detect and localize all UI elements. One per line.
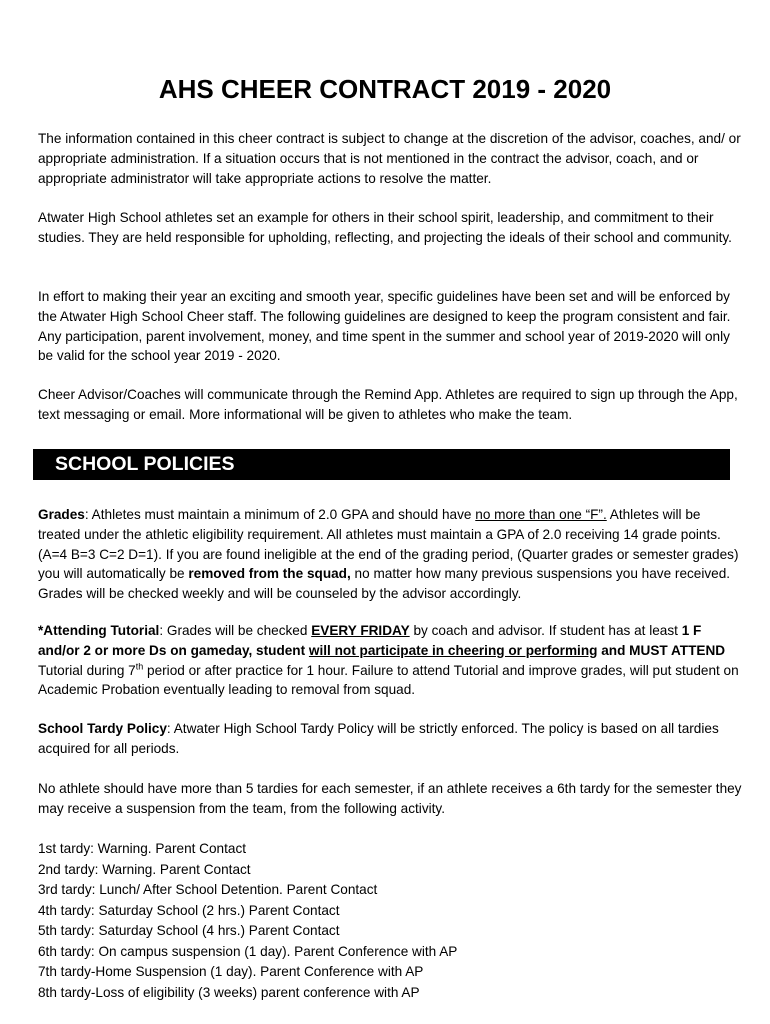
intro-paragraph-2: Atwater High School athletes set an example for others in their school spirit, leadership, and commitment to their studies. They are held responsible for upholding, reflecting, and projecting the ideals of their school and community. [38,210,732,245]
grades-text-3: no matter how many previous suspensions you have received. Grades will be checked weekly and will be counseled by the advisor accordingly. [38,566,731,602]
grades-underline: no more than one “F”. [475,507,607,522]
grades-bold: removed from the squad, [188,566,351,582]
tutorial-superscript: th [135,661,144,672]
intro-paragraph-3: In effort to making their year an exciting and smooth year, specific guidelines have been set and will be enforced by the Atwater High School Cheer staff. The following guidelines are designed to keep the program consistent and fair. Any participation, parent involvement, money, and time spent in the summer and school year of 2019-2020 will only be valid for the school year 2019 - 2020. [38,289,731,364]
grades-label: Grades [38,507,85,522]
list-item: 4th tardy: Saturday School (2 hrs.) Parent Contact [38,902,340,918]
tutorial-text-4: period or after practice for 1 hour. Failure to attend Tutorial and improve grades, will put student on Academic Probation eventually leading to removal from squad. [38,662,739,698]
tutorial-text-2: by coach and advisor. If student has at least [409,623,682,638]
tutorial-policy [38,621,743,700]
grades-policy [38,505,743,604]
tardy-text: : Atwater High School Tardy Policy will be strictly enforced. The policy is based on all tardies acquired for all periods. [38,721,719,756]
grades-text-2: Athletes will be treated under the athletic eligibility requirement. All athletes must maintain a GPA of 2.0 receiving 14 grade points. (A=4 B=3 C=2 D=1). If you are found ineligible at the end of the grading period, (Quarter grades or semester grades) you will automatically be [38,507,739,582]
tutorial-text-1: : Grades will be checked [159,623,312,638]
tutorial-bold-1: 1 F and/or 2 or more Ds on gameday, student [38,623,702,658]
tutorial-label: *Attending Tutorial [38,623,160,638]
tutorial-every-friday: EVERY FRIDAY [311,623,410,638]
list-item: 6th tardy: On campus suspension (1 day). Parent Conference with AP [38,943,458,959]
tutorial-text-3: Tutorial during 7 [38,662,136,678]
list-item: 5th tardy: Saturday School (4 hrs.) Parent Contact [38,923,340,938]
tardy-list [38,839,743,1003]
list-item: 8th tardy-Loss of eligibility (3 weeks) parent conference with AP [38,984,420,1000]
section-heading-school-policies: SCHOOL POLICIES [33,449,730,480]
list-item: 3rd tardy: Lunch/ After School Detention. Parent Contact [38,882,378,897]
tardy-label: School Tardy Policy [38,721,167,736]
list-item: 7th tardy-Home Suspension (1 day). Parent Conference with AP [38,964,424,979]
tardy-policy [38,719,743,759]
grades-text-1: : Athletes must maintain a minimum of 2.0 GPA and should have [84,507,476,522]
list-item: 1st tardy: Warning. Parent Contact [38,841,247,856]
list-item: 2nd tardy: Warning. Parent Contact [38,861,251,877]
tardy-limit-paragraph: No athlete should have more than 5 tardies for each semester, if an athlete receives a 6th tardy for the semester they may receive a suspension from the team, from the following activity. [38,781,742,816]
tutorial-bold-underline: will not participate in cheering or performing [308,642,598,658]
intro-paragraph-4: Cheer Advisor/Coaches will communicate through the Remind App. Athletes are required to sign up through the App, text messaging or email. More informational will be given to athletes who make the team. [38,387,738,422]
intro-paragraph-1: The information contained in this cheer contract is subject to change at the discretion of the advisor, coaches, and/ or appropriate administration. If a situation occurs that is not mentioned in the contract the advisor, coach, and or appropriate administrator will take appropriate actions to resolve the matter. [38,131,741,186]
page-title: AHS CHEER CONTRACT 2019 - 2020 [158,74,612,104]
tutorial-bold-2: and MUST ATTEND [597,642,726,658]
